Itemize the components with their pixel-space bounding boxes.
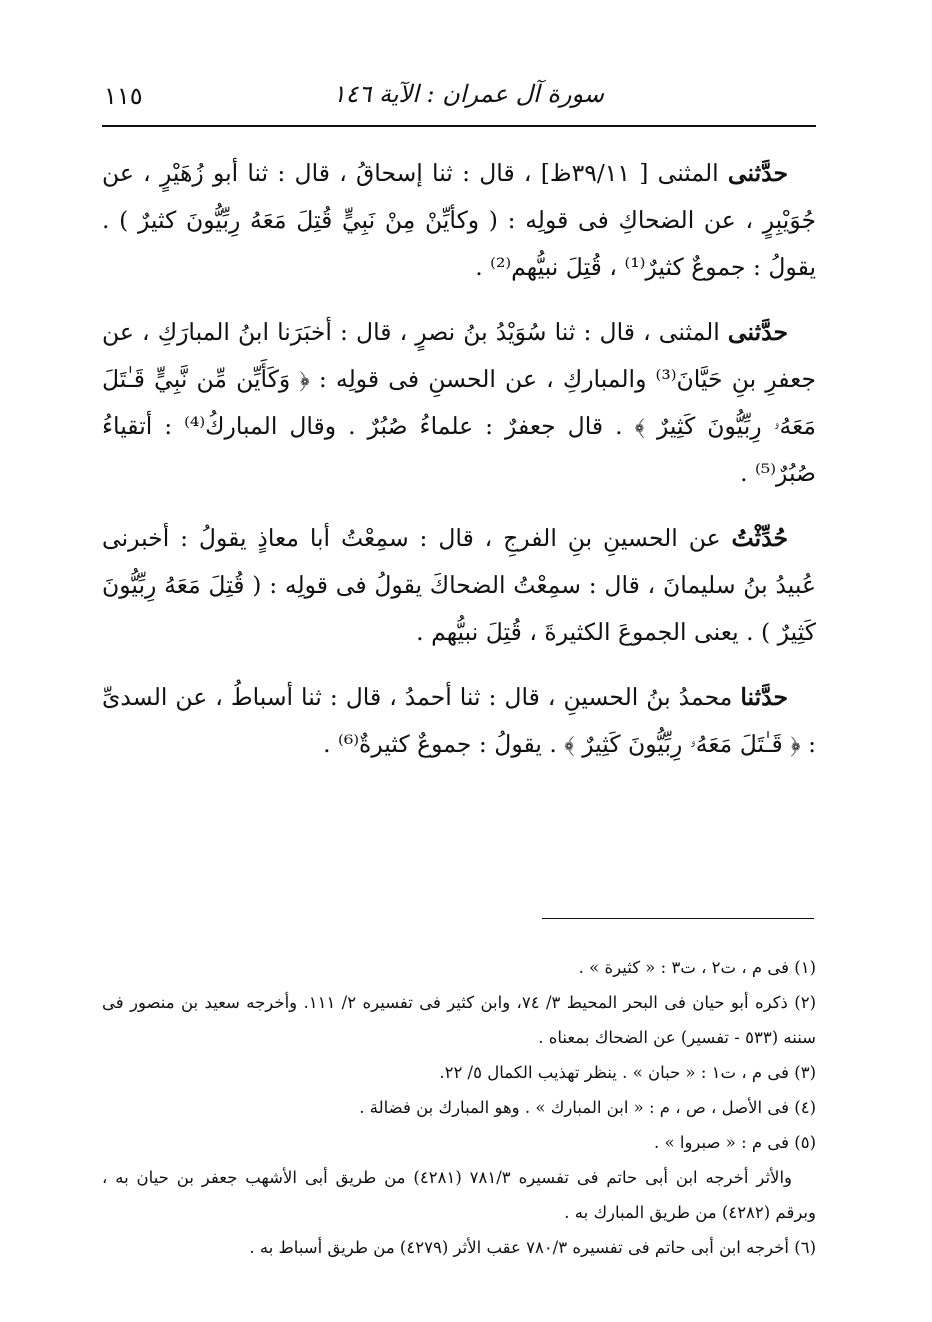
page-number: ١١٥ [104, 82, 143, 110]
page-header [104, 80, 814, 120]
footnote-5: (٥) فى م : « صبروا » . [654, 1133, 816, 1152]
paragraph-text: المثنى ، قال : ثنا سُوَيْدُ بنُ نصرٍ ، قال : أخبَرَنا ابنُ المبارَكِ ، عن جعفرِ بنِ حَيَّانَ⁽³⁾ والمباركِ ، عن الحسنِ فى قولِه : ﴿ وَكَأَيِّن مِّن نَّبِيٍّ قَـٰتَلَ مَعَهُۥ رِبِّيُّونَ كَثِيرٌ ﴾ . قال جعفرٌ : علماءُ صُبُرٌ . وقال المباركُ⁽⁴⁾ : أتقياءُ صُبُرٌ⁽⁵⁾ . [102, 318, 817, 487]
footnote-6: (٦) أخرجه ابن أبى حاتم فى تفسيره ٧٨٠/٣ عقب الأثر (٤٢٧٩) من طريق أسباط به . [249, 1238, 816, 1257]
footnote-rule [542, 918, 814, 919]
footnote-5-continuation: والأثر أخرجه ابن أبى حاتم فى تفسيره ٧٨١/٣ (٤٢٨١) من طريق أبى الأشهب جعفر بن حيان به ، وبرقم (٤٢٨٢) من طريق المبارك به . [102, 1168, 816, 1222]
paragraph-lead: حدَّثنى [727, 159, 788, 187]
paragraph-lead: حُدِّثْتُ [731, 524, 788, 552]
paragraph-2 [102, 309, 816, 497]
footnote-2: (٢) ذكره أبو حيان فى البحر المحيط ٣/ ٧٤، وابن كثير فى تفسيره ٢/ ١١١. وأخرجه سعيد بن منصور فى سننه (٥٣٣ - تفسير) عن الضحاك بمعناه . [102, 993, 816, 1047]
header-rule [102, 125, 816, 127]
paragraph-text: محمدُ بنُ الحسينِ ، قال : ثنا أحمدُ ، قال : ثنا أسباطُ ، عن السدىِّ : ﴿ قَـٰتَلَ مَعَهُۥ رِبِّيُّونَ كَثِيرٌ ﴾ . يقولُ : جموعٌ كثيرةٌ⁽⁶⁾ . [102, 683, 816, 758]
paragraph-lead: حدَّثنى [727, 318, 788, 346]
main-text [102, 150, 816, 786]
footnote-4: (٤) فى الأصل ، ص ، م : « ابن المبارك » . وهو المبارك بن فضالة . [359, 1098, 816, 1117]
footnote-3: (٣) فى م ، ت١ : « حبان » . ينظر تهذيب الكمال ٥/ ٢٢. [439, 1063, 816, 1082]
paragraph-1 [102, 150, 816, 291]
paragraph-3 [102, 515, 816, 656]
running-title: سورة آل عمران : الآية ١٤٦ [332, 80, 604, 108]
footnote-1: (١) فى م ، ت٢ ، ت٣ : « كثيرة » . [578, 958, 816, 977]
paragraph-text: عن الحسينِ بنِ الفرجِ ، قال : سمِعْتُ أبا معاذٍ يقولُ : أخبرنى عُبيدُ بنُ سليمانَ ، قال : سمِعْتُ الضحاكَ يقولُ فى قولِه : ( قُتِلَ مَعَهُ رِبِّيُّونَ كَثِيرٌ ) . يعنى الجموعَ الكثيرةَ ، قُتِلَ نبيُّهم . [102, 524, 816, 646]
paragraph-text: المثنى [ ٣٩/١١ظ] ، قال : ثنا إسحاقُ ، قال : ثنا أبو زُهَيْرٍ ، عن جُوَيْبِرٍ ، عن الضحاكِ فى قولِه : ( وكأيِّنْ مِنْ نَبِيٍّ قُتِلَ مَعَهُ رِبِّيُّونَ كثيرٌ ) . يقولُ : جموعٌ كثيرٌ⁽¹⁾ ، قُتِلَ نبيُّهم⁽²⁾ . [102, 159, 816, 281]
paragraph-lead: حدَّثنا [740, 683, 788, 711]
footnotes [102, 950, 816, 1265]
paragraph-4 [102, 674, 816, 768]
